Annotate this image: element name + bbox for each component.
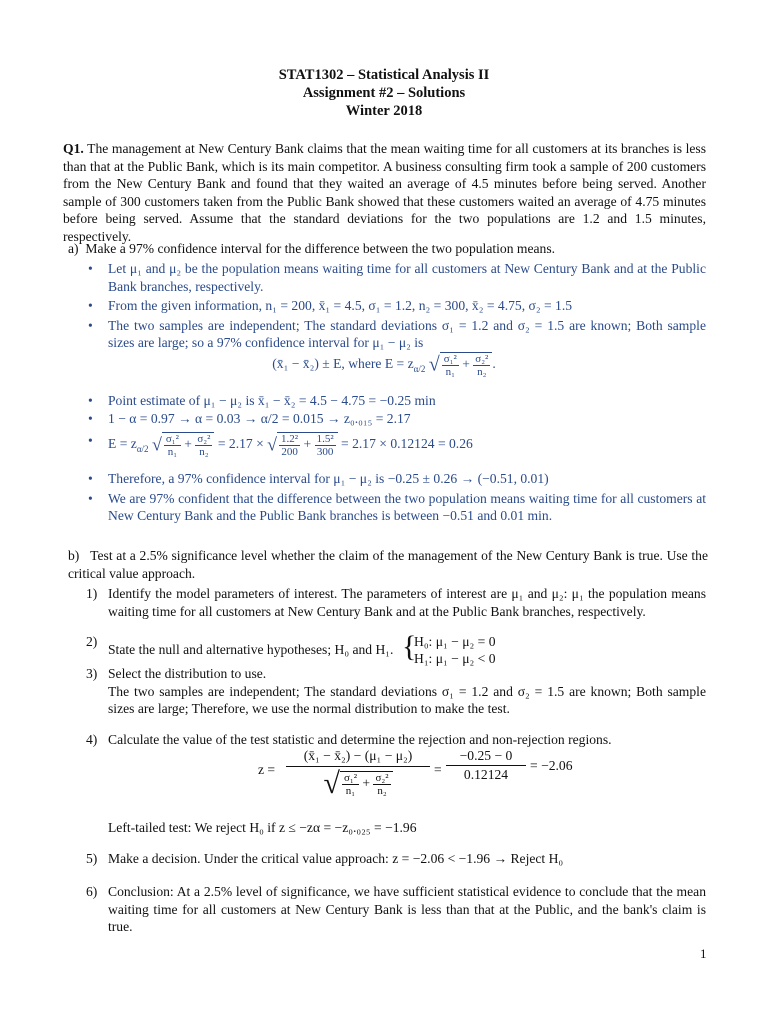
bullet-interpretation: • We are 97% confident that the difference between the two population means waiting time for all customers at New Century Bank and the Public Bank branches is between −0.51 and 0.01 min. (86, 490, 706, 525)
ci-formula-sub: α/2 (413, 363, 426, 374)
ci-formula-left: (x̄₁ − x̄₂) ± E, where E = z (272, 356, 414, 372)
step-4-text: Calculate the value of the test statistic and determine the rejection and non-rejection regions. (108, 732, 612, 747)
margin-mid: = 2.17 × (217, 436, 264, 452)
step-6-number: 6) (86, 884, 98, 899)
step-6-text: Conclusion: At a 2.5% level of significance, we have sufficient statistical evidence to conclude that the mean waiting time for all customers at New Century Bank is less than that at the Public, and the bank's claim is true. (108, 884, 706, 934)
part-a-label: a) (68, 241, 79, 256)
step-3-number: 3) (86, 666, 98, 681)
part-b-label: b) (68, 548, 80, 563)
ci-formula: (x̄₁ − x̄₂) ± E, where $E = z_{\alpha/2}$ √ $\frac{\text{σ₁²}}{\text{n₁}}$ + $\frac{\text{σ₂²}}{\text{n₂}}$ . (272, 353, 496, 378)
term-title: Winter 2018 (345, 103, 423, 119)
part-b-text: Test at a 2.5% significance level whether the claim of the management of the New Century Bank is true. Use the critical value approach. (68, 548, 709, 581)
bullet-define-params: • Let μ₁ and μ₂ be the population means waiting time for all customers at New Century Bank and at the Public Bank branches, respectively. (86, 260, 706, 295)
step-4-number: 4) (86, 732, 98, 747)
bullet-point-estimate: • Point estimate of μ₁ − μ₂ is x̄₁ − x̄₂ = 4.5 − 4.75 = −0.25 min (86, 392, 706, 410)
part-a-bullets (86, 260, 706, 352)
margin-left: E = z (108, 436, 137, 452)
rejection-rule: Left-tailed test: We reject H₀ if z ≤ −zα = −z₀.₀₂₅ = −1.96 (108, 820, 417, 835)
z-numerator-value: −0.25 − 0 (446, 747, 526, 766)
course-title: STAT1302 – Statistical Analysis II (278, 67, 490, 83)
bullet-margin-of-error: • $E = z_{\alpha/2}$ √ $\frac{\text{σ₁²}}{\text{n₁}}$ + $\frac{\text{σ₂²}}{\text{n₂}}$ = 2.17 × √ $\frac{\text{1.2²}}{200}$ + $\frac{\text{1.5²}}{300}$ = 2.17 × 0.12124 = 0.26 (86, 432, 706, 458)
alternative-hypothesis: H₁: μ₁ − μ₂ < 0 (414, 651, 496, 666)
page-number: 1 (700, 946, 707, 961)
part-b-steps (86, 585, 706, 945)
part-a-bullet-margin (86, 432, 706, 458)
test-statistic-formula: z = (x̄₁ − x̄₂) − (μ₁ − μ₂) √ $\frac{\text{σ₁²}}{\text{n₁}}$ + $\frac{\text{σ₂²}}{\text{n₂}}$ = $\frac{-0.25 - 0}{0.12124}$ = −2.06 (258, 748, 573, 800)
z-numerator: (x̄₁ − x̄₂) − (μ₁ − μ₂) (286, 747, 430, 767)
part-a-bullets-2 (86, 392, 706, 427)
null-hypothesis: H₀: μ₁ − μ₂ = 0 (414, 634, 496, 649)
part-a-heading (68, 240, 555, 258)
bullet-conditions: • The two samples are independent; The standard deviations σ₁ = 1.2 and σ₂ = 1.5 are known; Both sample sizes are large; so a 97% confidence interval for μ₁ − μ₂ is (86, 317, 706, 352)
z-result: = −2.06 (530, 758, 573, 773)
document-header (0, 66, 768, 120)
bullet-z-value: • 1 − α = 0.97 → α = 0.03 → α/2 = 0.015 → z₀.₀₁₅ = 2.17 (86, 410, 706, 428)
step-5-text: Make a decision. Under the critical value approach: z = −2.06 < −1.96 → Reject H₀ (108, 851, 564, 866)
bullet-given-info: • From the given information, n₁ = 200, x̄₁ = 4.5, σ₁ = 1.2, n₂ = 300, x̄₂ = 4.75, σ₂ = 1.5 (86, 297, 706, 315)
part-a-bullets-3 (86, 470, 706, 525)
question-label: Q1. (63, 141, 84, 156)
question-1-paragraph (63, 140, 706, 245)
question-text: The management at New Century Bank claims that the mean waiting time for all customers at its branches is less than that at the Public Bank, which is its main competitor. A business consulting firm took a sample of 200 customers from the New Century Bank and found that they waited an average of 4.5 minutes before being served. Another sample of 300 customers taken from the Public Bank showed that these customers waited an average of 4.75 minutes before being served. Assume that the standard deviations for the two populations are 1.2 and 1.5 minutes, respectively. (63, 141, 706, 244)
step-2-number: 2) (86, 634, 98, 649)
step-3-text: The two samples are independent; The standard deviations σ₁ = 1.2 and σ₂ = 1.5 are known; Both sample sizes are large; Therefore, we use the normal distribution to make the test. (108, 683, 706, 716)
hypotheses (414, 633, 496, 667)
bullet-ci-result: • Therefore, a 97% confidence interval for μ₁ − μ₂ is −0.25 ± 0.26 → (−0.51, 0.01) (86, 470, 706, 488)
assignment-title: Assignment #2 – Solutions (302, 85, 466, 101)
ci-sqrt: $\frac{\text{σ₁²}}{\text{n₁}}$ + $\frac{\text{σ₂²}}{\text{n₂}}$ (440, 352, 493, 378)
part-b-heading (68, 547, 708, 582)
hypotheses-brace: { (402, 630, 417, 663)
step-3-title: Select the distribution to use. (108, 666, 267, 681)
step-5-number: 5) (86, 851, 98, 866)
step-2-text: State the null and alternative hypotheses; H₀ and H₁. (108, 642, 394, 657)
step-1-number: 1) (86, 586, 98, 601)
z-denominator-value: 0.12124 (463, 766, 509, 782)
step-1-text: Identify the model parameters of interest. The parameters of interest are μ₁ and μ₂: μ₁ the population means waiting time for all customers at New Century Bank and at the Public Bank branches, respectively. (108, 586, 706, 619)
margin-right: = 2.17 × 0.12124 = 0.26 (341, 436, 473, 452)
part-a-text: Make a 97% confidence interval for the difference between the two population means. (85, 241, 556, 256)
step-3-body (108, 665, 706, 718)
